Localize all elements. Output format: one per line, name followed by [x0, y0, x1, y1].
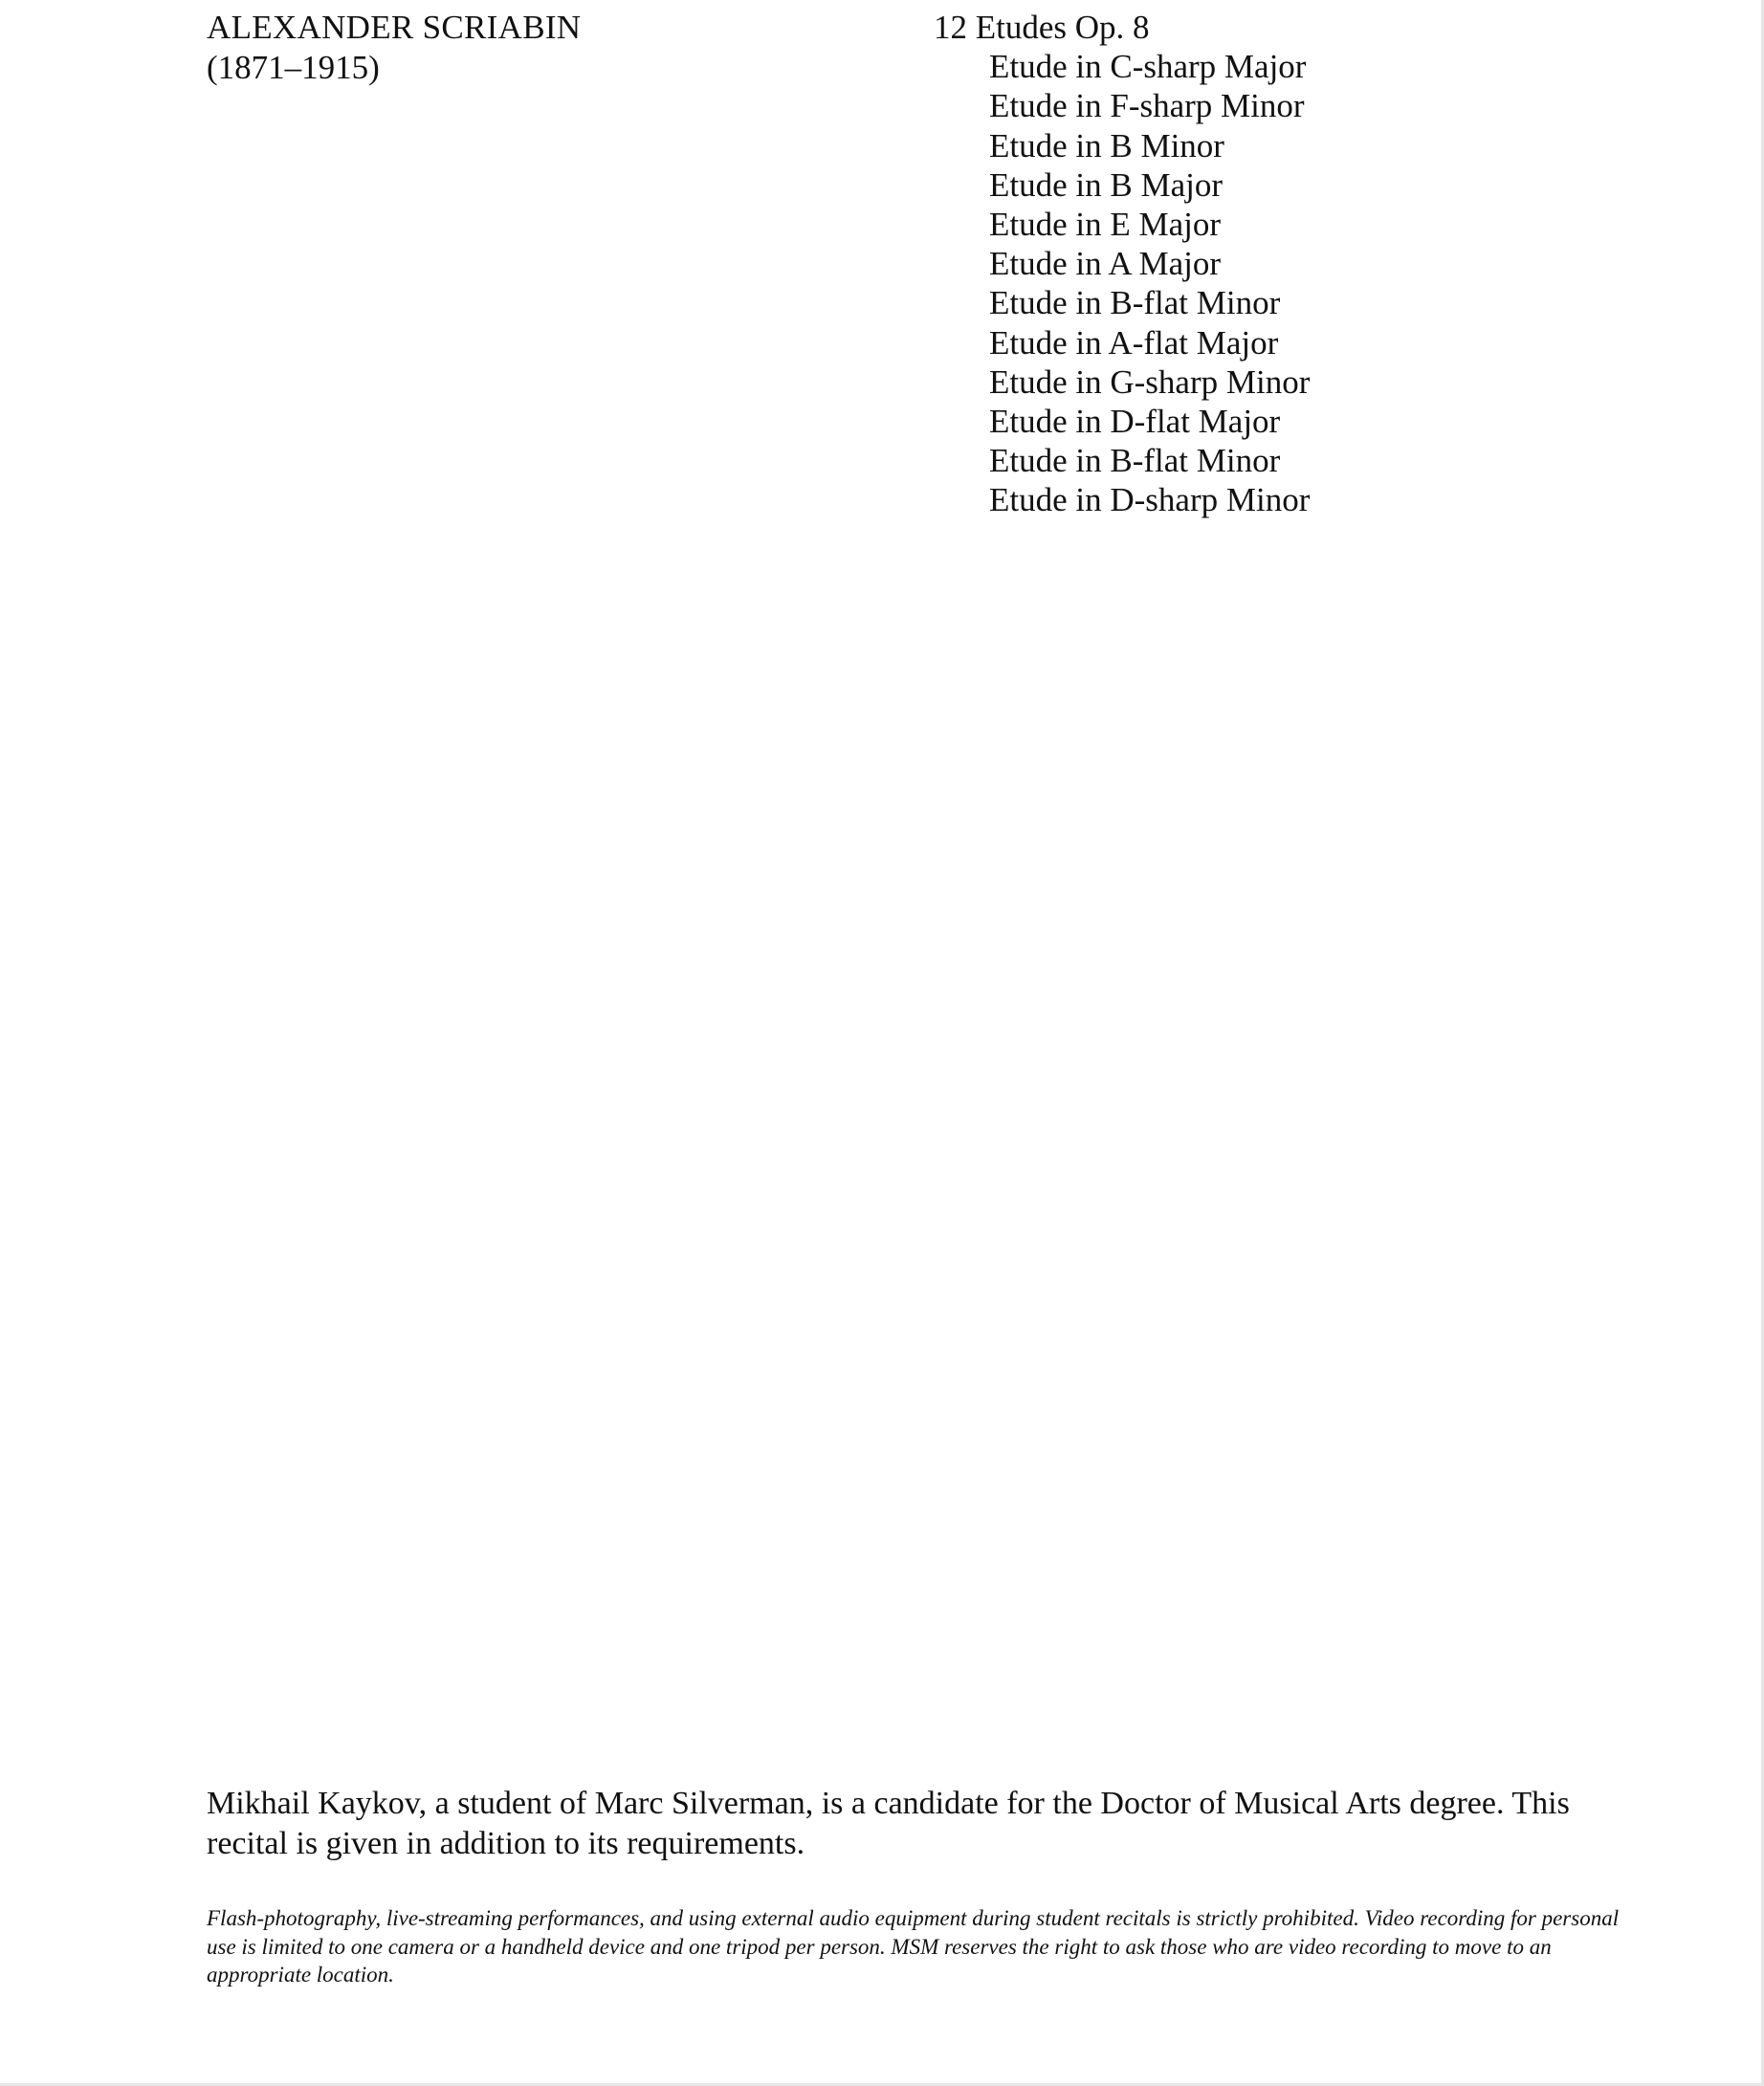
movement-item: Etude in A Major	[989, 245, 1222, 283]
movement-item: Etude in B-flat Minor	[989, 442, 1281, 480]
movement-item: Etude in C-sharp Major	[989, 48, 1307, 86]
movement-item: Etude in F-sharp Minor	[989, 87, 1305, 125]
movement-item: Etude in B-flat Minor	[989, 284, 1281, 322]
work-block	[934, 8, 1310, 520]
movement-item: Etude in G-sharp Minor	[989, 362, 1311, 401]
work-title: 12 Etudes Op. 8	[934, 9, 1150, 46]
composer-dates: (1871–1915)	[207, 49, 380, 86]
movement-list	[934, 47, 1310, 519]
recording-disclaimer: Flash-photography, live-streaming performances, and using external audio equipment during student recitals is strictly prohibited. Video recording for personal use is limited to one camera or a handheld device and one tripod per person. MSM reserves the right to ask those who are video recording to move to an appropriate location.	[207, 1906, 1620, 1987]
composer-block	[207, 8, 581, 88]
composer-name: ALEXANDER SCRIABIN	[207, 9, 582, 46]
movement-item: Etude in A-flat Major	[989, 323, 1279, 362]
movement-item: Etude in D-sharp Minor	[989, 481, 1311, 519]
movement-item: Etude in B Major	[989, 165, 1223, 204]
movement-item: Etude in B Minor	[989, 126, 1224, 165]
movement-item: Etude in D-flat Major	[989, 403, 1281, 441]
movement-item: Etude in E Major	[989, 206, 1222, 244]
recital-note: Mikhail Kaykov, a student of Marc Silverman, is a candidate for the Doctor of Musical Arts degree. This recital is given in addition to its requirements.	[207, 1786, 1570, 1861]
